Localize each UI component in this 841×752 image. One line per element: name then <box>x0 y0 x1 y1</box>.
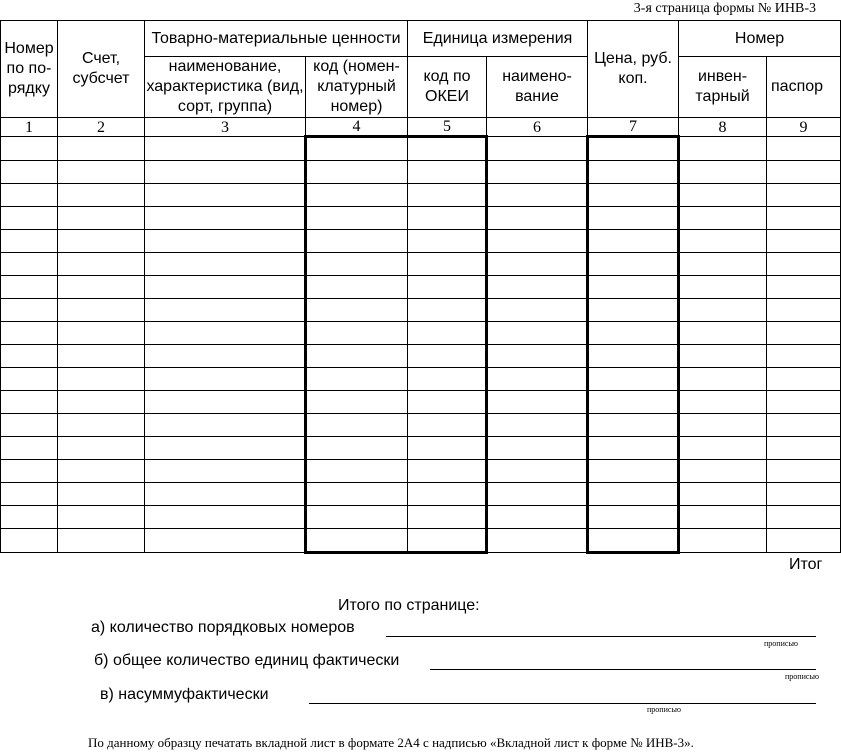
table-cell[interactable] <box>1 414 58 437</box>
table-row <box>1 414 841 437</box>
table-cell[interactable] <box>767 368 841 391</box>
table-cell[interactable] <box>679 391 767 414</box>
table-cell[interactable] <box>588 161 679 184</box>
table-cell[interactable] <box>767 414 841 437</box>
table-cell[interactable] <box>408 184 487 207</box>
table-cell[interactable] <box>1 184 58 207</box>
table-cell[interactable] <box>767 299 841 322</box>
table-cell[interactable] <box>588 299 679 322</box>
table-cell[interactable] <box>145 460 306 483</box>
table-cell[interactable] <box>58 253 145 276</box>
header-unit-name: наимено- вание <box>487 57 588 118</box>
line-b-caption: прописью <box>785 672 820 681</box>
table-row <box>1 137 841 161</box>
table-cell[interactable] <box>145 161 306 184</box>
table-cell[interactable] <box>1 207 58 230</box>
table-cell[interactable] <box>679 414 767 437</box>
table-cell[interactable] <box>408 345 487 368</box>
table-cell[interactable] <box>306 207 408 230</box>
table-cell[interactable] <box>145 299 306 322</box>
table-row <box>1 184 841 207</box>
table-cell[interactable] <box>408 322 487 345</box>
table-cell[interactable] <box>487 276 588 299</box>
line-a-field[interactable] <box>386 636 816 637</box>
table-cell[interactable] <box>487 414 588 437</box>
table-cell[interactable] <box>145 414 306 437</box>
table-cell[interactable] <box>487 529 588 553</box>
itogo-label: Итог <box>789 556 823 573</box>
table-cell[interactable] <box>679 437 767 460</box>
table-cell[interactable] <box>588 184 679 207</box>
table-cell[interactable] <box>679 368 767 391</box>
table-cell[interactable] <box>588 207 679 230</box>
table-cell[interactable] <box>767 184 841 207</box>
table-row <box>1 529 841 553</box>
line-a-label: а) количество порядковых номеров <box>91 619 355 636</box>
table-cell[interactable] <box>145 483 306 506</box>
table-cell[interactable] <box>306 184 408 207</box>
table-cell[interactable] <box>767 230 841 253</box>
table-cell[interactable] <box>145 137 306 161</box>
line-b-field[interactable] <box>430 669 816 670</box>
table-cell[interactable] <box>408 437 487 460</box>
table-row <box>1 230 841 253</box>
table-cell[interactable] <box>58 207 145 230</box>
table-cell[interactable] <box>306 230 408 253</box>
table-cell[interactable] <box>408 460 487 483</box>
table-cell[interactable] <box>487 460 588 483</box>
table-cell[interactable] <box>767 276 841 299</box>
table-cell[interactable] <box>588 414 679 437</box>
footer-note: По данному образцу печатать вкладной лист в формате 2А4 с надписью «Вкладной лист к форме № ИНВ-3». <box>88 735 694 750</box>
table-cell[interactable] <box>679 322 767 345</box>
table-cell[interactable] <box>1 322 58 345</box>
table-cell[interactable] <box>408 391 487 414</box>
table-cell[interactable] <box>487 137 588 161</box>
table-cell[interactable] <box>679 253 767 276</box>
table-cell[interactable] <box>767 345 841 368</box>
table-cell[interactable] <box>306 483 408 506</box>
table-cell[interactable] <box>487 345 588 368</box>
page-totals-title: Итого по странице: <box>338 597 480 614</box>
table-row <box>1 391 841 414</box>
table-cell[interactable] <box>306 137 408 161</box>
table-cell[interactable] <box>58 230 145 253</box>
table-cell[interactable] <box>1 483 58 506</box>
table-cell[interactable] <box>58 391 145 414</box>
table-cell[interactable] <box>487 506 588 529</box>
table-cell[interactable] <box>145 345 306 368</box>
table-cell[interactable] <box>588 368 679 391</box>
table-cell[interactable] <box>58 460 145 483</box>
table-cell[interactable] <box>487 230 588 253</box>
table-cell[interactable] <box>1 460 58 483</box>
table-row <box>1 437 841 460</box>
table-row <box>1 253 841 276</box>
column-number: 7 <box>588 118 679 137</box>
table-cell[interactable] <box>58 414 145 437</box>
table-cell[interactable] <box>145 506 306 529</box>
table-cell[interactable] <box>58 322 145 345</box>
table-cell[interactable] <box>145 184 306 207</box>
line-c-field[interactable] <box>309 703 816 704</box>
table-cell[interactable] <box>487 483 588 506</box>
table-cell[interactable] <box>306 322 408 345</box>
table-cell[interactable] <box>679 184 767 207</box>
table-cell[interactable] <box>1 253 58 276</box>
table-cell[interactable] <box>145 391 306 414</box>
header-tmc-name: наименование, характеристика (вид, сорт, группа) <box>145 57 306 118</box>
table-row <box>1 460 841 483</box>
table-cell[interactable] <box>679 161 767 184</box>
table-cell[interactable] <box>58 437 145 460</box>
header-number-group: Номер <box>679 21 841 57</box>
table-cell[interactable] <box>145 368 306 391</box>
column-number: 2 <box>58 118 145 137</box>
table-cell[interactable] <box>1 437 58 460</box>
table-cell[interactable] <box>588 391 679 414</box>
table-cell[interactable] <box>588 276 679 299</box>
table-cell[interactable] <box>58 506 145 529</box>
table-cell[interactable] <box>767 460 841 483</box>
table-cell[interactable] <box>679 345 767 368</box>
table-cell[interactable] <box>679 460 767 483</box>
table-cell[interactable] <box>588 322 679 345</box>
table-cell[interactable] <box>58 184 145 207</box>
line-c-caption: прописью <box>647 705 682 714</box>
table-cell[interactable] <box>408 506 487 529</box>
table-cell[interactable] <box>487 184 588 207</box>
header-number-passport: паспор <box>767 57 841 118</box>
table-cell[interactable] <box>588 437 679 460</box>
table-cell[interactable] <box>679 483 767 506</box>
table-cell[interactable] <box>767 161 841 184</box>
table-cell[interactable] <box>145 322 306 345</box>
table-cell[interactable] <box>58 345 145 368</box>
table-cell[interactable] <box>58 529 145 553</box>
table-cell[interactable] <box>306 460 408 483</box>
table-cell[interactable] <box>145 230 306 253</box>
column-number: 4 <box>306 118 408 137</box>
table-cell[interactable] <box>767 253 841 276</box>
table-cell[interactable] <box>679 230 767 253</box>
table-cell[interactable] <box>588 345 679 368</box>
column-number: 3 <box>145 118 306 137</box>
column-number: 6 <box>487 118 588 137</box>
table-cell[interactable] <box>145 437 306 460</box>
table-row <box>1 207 841 230</box>
table-cell[interactable] <box>1 230 58 253</box>
table-row <box>1 161 841 184</box>
header-tmc-code: код (номен- клатурный номер) <box>306 57 408 118</box>
column-number-row <box>1 118 841 137</box>
table-cell[interactable] <box>408 137 487 161</box>
header-order-number: Номер по по- рядку <box>1 21 58 118</box>
table-row <box>1 276 841 299</box>
table-cell[interactable] <box>588 137 679 161</box>
table-cell[interactable] <box>1 345 58 368</box>
table-cell[interactable] <box>487 391 588 414</box>
table-cell[interactable] <box>408 161 487 184</box>
column-number: 5 <box>408 118 487 137</box>
table-cell[interactable] <box>588 460 679 483</box>
table-cell[interactable] <box>408 529 487 553</box>
table-cell[interactable] <box>679 529 767 553</box>
inventory-table <box>0 20 841 554</box>
table-cell[interactable] <box>306 506 408 529</box>
table-cell[interactable] <box>306 391 408 414</box>
table-cell[interactable] <box>306 345 408 368</box>
table-cell[interactable] <box>487 299 588 322</box>
column-number: 8 <box>679 118 767 137</box>
table-cell[interactable] <box>306 368 408 391</box>
table-cell[interactable] <box>588 529 679 553</box>
table-cell[interactable] <box>145 253 306 276</box>
table-row <box>1 506 841 529</box>
table-cell[interactable] <box>1 137 58 161</box>
table-cell[interactable] <box>58 137 145 161</box>
table-cell[interactable] <box>588 253 679 276</box>
table-cell[interactable] <box>306 437 408 460</box>
table-cell[interactable] <box>58 161 145 184</box>
header-tmc-group: Товарно-материальные ценности <box>145 21 408 57</box>
header-number-inventory: инвен- тарный <box>679 57 767 118</box>
table-cell[interactable] <box>487 322 588 345</box>
table-row <box>1 483 841 506</box>
table-cell[interactable] <box>306 161 408 184</box>
table-cell[interactable] <box>1 276 58 299</box>
table-cell[interactable] <box>145 207 306 230</box>
header-account: Счет, субсчет <box>58 21 145 118</box>
header-unit-group: Единица измерения <box>408 21 588 57</box>
table-cell[interactable] <box>767 322 841 345</box>
table-row <box>1 368 841 391</box>
table-cell[interactable] <box>306 253 408 276</box>
table-cell[interactable] <box>588 483 679 506</box>
column-number: 9 <box>767 118 841 137</box>
table-cell[interactable] <box>145 276 306 299</box>
table-cell[interactable] <box>767 391 841 414</box>
table-cell[interactable] <box>487 368 588 391</box>
table-cell[interactable] <box>487 253 588 276</box>
table-row <box>1 322 841 345</box>
table-cell[interactable] <box>767 483 841 506</box>
table-row <box>1 345 841 368</box>
table-cell[interactable] <box>1 161 58 184</box>
table-cell[interactable] <box>767 506 841 529</box>
table-cell[interactable] <box>487 437 588 460</box>
column-number: 1 <box>1 118 58 137</box>
table-cell[interactable] <box>58 368 145 391</box>
table-cell[interactable] <box>408 230 487 253</box>
line-c-label: в) насуммуфактически <box>100 686 269 703</box>
table-cell[interactable] <box>487 161 588 184</box>
table-cell[interactable] <box>306 276 408 299</box>
table-row <box>1 299 841 322</box>
table-cell[interactable] <box>306 414 408 437</box>
table-cell[interactable] <box>679 299 767 322</box>
page-label: 3-я страница формы № ИНВ-3 <box>633 1 816 16</box>
table-cell[interactable] <box>58 276 145 299</box>
table-cell[interactable] <box>306 529 408 553</box>
table-cell[interactable] <box>679 276 767 299</box>
table-cell[interactable] <box>1 299 58 322</box>
table-cell[interactable] <box>58 483 145 506</box>
header-price: Цена, руб. коп. <box>588 21 679 118</box>
table-cell[interactable] <box>1 368 58 391</box>
table-cell[interactable] <box>306 299 408 322</box>
table-cell[interactable] <box>679 506 767 529</box>
header-unit-okei: код по ОКЕИ <box>408 57 487 118</box>
table-cell[interactable] <box>679 137 767 161</box>
table-cell[interactable] <box>408 276 487 299</box>
table-cell[interactable] <box>1 391 58 414</box>
table-cell[interactable] <box>767 207 841 230</box>
table-cell[interactable] <box>588 230 679 253</box>
table-cell[interactable] <box>767 437 841 460</box>
table-cell[interactable] <box>408 299 487 322</box>
table-cell[interactable] <box>145 529 306 553</box>
table-cell[interactable] <box>408 483 487 506</box>
line-a-caption: прописью <box>764 639 799 648</box>
table-cell[interactable] <box>1 506 58 529</box>
table-cell[interactable] <box>1 529 58 553</box>
table-cell[interactable] <box>408 414 487 437</box>
table-cell[interactable] <box>408 207 487 230</box>
table-cell[interactable] <box>58 299 145 322</box>
table-cell[interactable] <box>487 207 588 230</box>
table-cell[interactable] <box>767 137 841 161</box>
line-b-label: б) общее количество единиц фактически <box>94 652 400 669</box>
table-cell[interactable] <box>408 253 487 276</box>
table-cell[interactable] <box>588 506 679 529</box>
table-cell[interactable] <box>679 207 767 230</box>
table-cell[interactable] <box>767 529 841 553</box>
table-cell[interactable] <box>408 368 487 391</box>
